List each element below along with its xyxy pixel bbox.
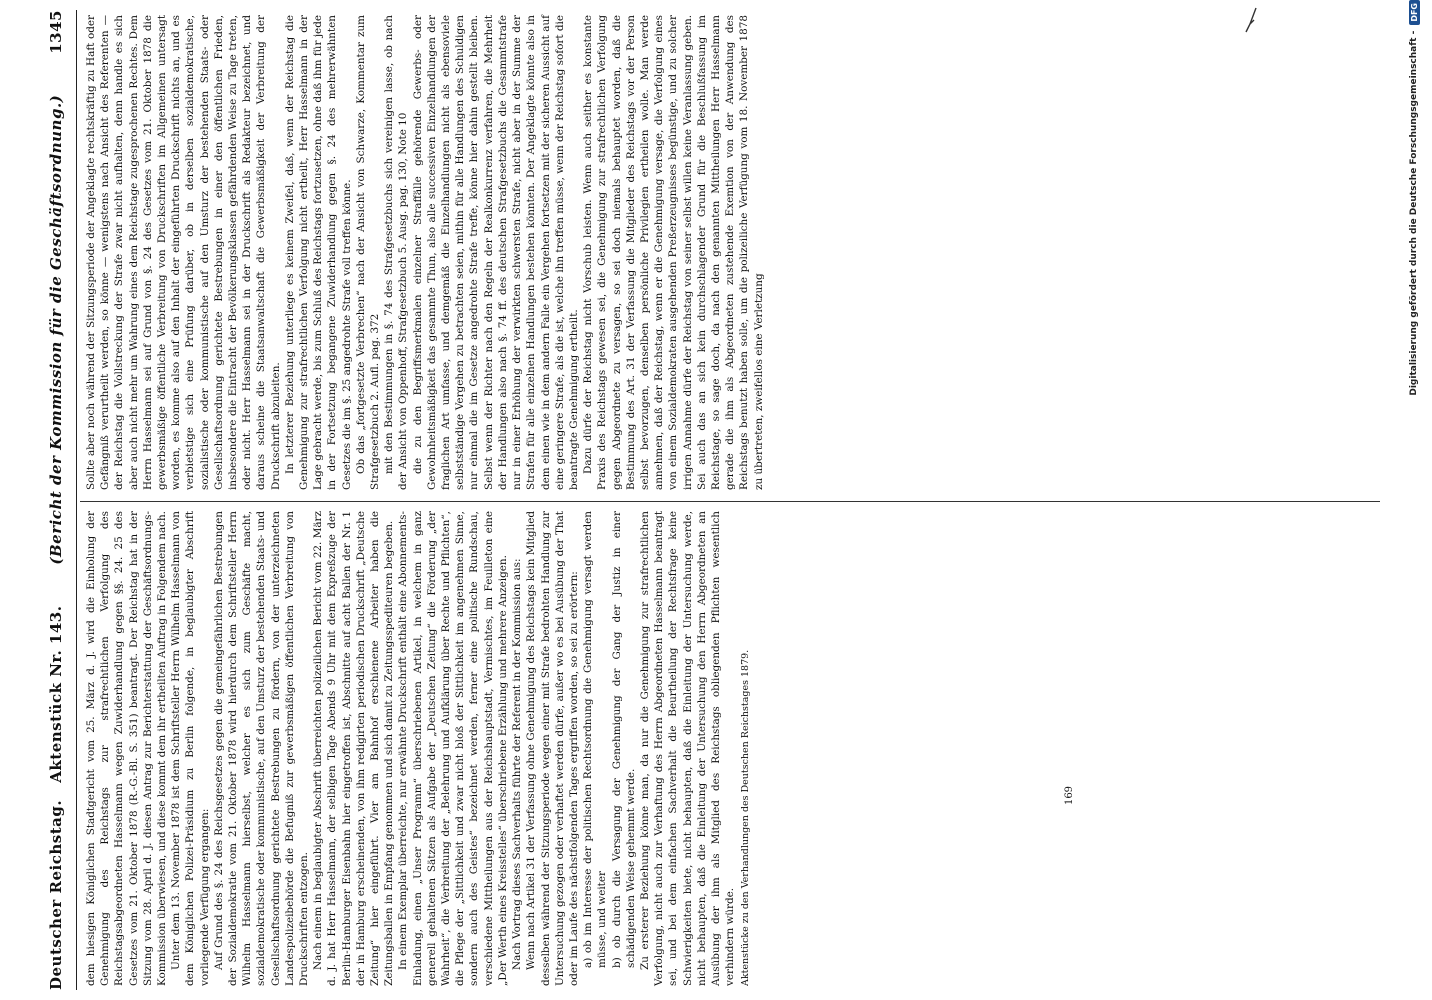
paragraph: In einem Exemplar überreichte, nur erwähnte Druckschrift enthält eine Abonnements-Einladung, einen „Unser Programm“ überschriebenen Artikel, in welchem in ganz generell gehaltenen Sätzen als Aufgabe der „Deutschen Zeitung“ die Förderung „der Wahrheit“, die Verbreitung der „Belehrung und Aufklärung über Rechte und Pflichten“, die Pflege der „Sittlichkeit und zwar nicht bloß der Sittlichkeit im angenehmen Sinne, sondern auch des Geistes“ bezeichnet werden, ferner eine politische Rundschau, verschiedene Mittheilungen aus der Reichshauptstadt, Vermischtes, im Feuilleton eine „Der Werth eines Kreisstelles“ überschriebene Erzählung und mehrere Anzeigen.	[397, 511, 509, 986]
digitization-sidebar	[1402, 0, 1426, 990]
paragraph: Zu ersterer Beziehung könne man, da nur die Genehmigung zur strafrechtlichen Verfolgung, nicht auch zur Verhaftung des Herrn Abgeordneten Hasselmann beantragt sei, und bei dem einfachen Sachverhalt die Beurtheilung der Rechtsfrage keine Schwierigkeiten biete, nicht behaupten, daß die Einleitung der Untersuchung werde, nicht behaupten, daß die Einleitung der Untersuchung den Herrn Abgeordneten an Ausübung der ihm als Mitglied des Reichstags obliegenden Pflichten wesentlich verhindern würde.	[638, 511, 737, 986]
paragraph: Wenn nach Artikel 31 der Verfassung ohne Genehmigung des Reichstags kein Mitglied desselben während der Sitzungsperiode wegen einer mit Strafe bedrohten Handlung zur Untersuchung gezogen oder verhaftet werden dürfe, außer wo es bei Ausübung der That oder im Laufe des nächstfolgenden Tages ergriffen worden, so sei zu erörtern:	[525, 511, 580, 986]
column-divider	[80, 501, 1380, 502]
header-rule	[76, 10, 77, 990]
paragraph: Auf Grund des §. 24 des Reichsgesetzes gegen die gemeingefährlichen Bestrebungen der Sozialdemokratie vom 21. Oktober 1878 wird hierdurch dem Schriftsteller Herrn Wilhelm Hasselmann hierselbst, welcher es sich zum Geschäfte macht, sozialdemokratische oder kommunistische, auf den Umsturz der bestehenden Staats- und Gesellschaftsordnung gerichtete Bestrebungen zu fördern, von der unterzeichneten Landespolizeibehörde die Befugniß zur gewerbsmäßigen öffentlichen Verbreitung von Druckschriften entzogen.	[212, 511, 311, 986]
paragraph: mit den Bestimmungen in §. 74 des Strafgesetzbuchs sich vereinigen lasse, ob nach der Ansicht von Oppenhoff, Strafgesetzbuch 5. Ausg. pag. 130, Note 10	[383, 15, 410, 490]
paragraph: b) ob durch die Versagung der Genehmigung der Gang der Justiz in einer schädigenden Weise gehemmt werde.	[610, 511, 637, 968]
paragraph: Unter dem 13. November 1878 ist dem Schriftsteller Herrn Wilhelm Hasselmann von dem Königlichen Polizei-Präsidium zu Berlin folgende, in beglaubigter Abschrift vorliegende Verfügung ergangen:	[170, 511, 211, 986]
paragraph: Nach einem in beglaubigter Abschrift überreichten polizeilichen Bericht vom 22. März d. J. hat Herr Hasselmann, der selbigen Tage Abends 9 Uhr mit dem Expreßzuge der Berlin-Hamburger Eisenbahn hier eingetroffen ist, Abschnitte auf acht Ballen der Nr. 1 der in Hamburg erscheinenden, von ihm redigirten periodischen Druckschrift „Deutsche Zeitung“ hier eingeführt. Vier am Bahnhof erschienene Arbeiter haben die Zeitungsballen in Empfang genommen und sich damit zu Zeitungsspediteuren begeben.	[312, 511, 396, 986]
paragraph: Nach Vortrag dieses Sachverhalts führte der Referent in der Kommission aus:	[511, 558, 524, 970]
rotated-document-page	[40, 10, 1395, 990]
paragraph: Ob das „fortgesetzte Verbrechen“ nach der Ansicht von Schwarze, Kommentar zum Strafgesetzbuch 2. Aufl. pag. 372	[354, 15, 382, 490]
footer-note: Aktenstücke zu den Verhandlungen des Deutschen Reichstages 1879.	[740, 649, 752, 986]
header-aktenstueck: Aktenstück Nr. 143.	[47, 605, 65, 783]
paragraph: Sollte aber noch während der Sitzungsperiode der Angeklagte rechtskräftig zu Haft oder Gefängniß verurtheilt werden, so könne — wenigstens nach Ansicht des Referenten — der Reichstag die Vollstreckung der Strafe zwar nicht aufhalten, denn handle es sich aber auch nicht mehr um Wahrung eines dem Reichstage zugesprochenen Rechtes. Dem Herrn Hasselmann sei auf Grund von §. 24 des Gesetzes vom 21. Oktober 1878 die gewerbsmäßige öffentliche Verbreitung von Druckschriften im Allgemeinen untersagt worden, es komme also auf den Inhalt der eingeführten Druckschrift nichts an, und es verbietstige sich eine Prüfung darüber, ob in derselben sozialdemokratische, sozialistische oder kommunistische auf den Umsturz der bestehenden Staats- oder Gesellschaftsordnung gerichtete Bestrebungen in einer den öffentlichen Frieden, insbesondere die Eintracht der Bevölkerungsklassen gefährdenden Weise zu Tage treten, oder nicht. Herr Hasselmann sei in der Druckschrift als Redakteur bezeichnet, und daraus scheine die Staatsanwaltschaft die Gewerbsmäßigkeit der Verbreitung der Druckschrift abzuleiten.	[85, 15, 282, 490]
sidebar-text: Digitalisierung gefördert durch die Deutsche Forschungsgemeinschaft -	[1409, 30, 1419, 396]
header-left	[47, 606, 65, 990]
page-header	[40, 10, 72, 990]
left-column	[84, 511, 754, 986]
paragraph: a) ob im Interesse der politischen Rechtsordnung die Genehmigung versagt werden müsse, und weiter	[582, 511, 609, 968]
paragraph: dem hiesigen Königlichen Stadtgericht vom 25. März d. J. wird die Einholung der Genehmigung des Reichstags zur strafrechtlichen Verfolgung des Reichstagsabgeordneten Hasselmann wegen Zuwiderhandlung gegen §§. 24. 25 des Gesetzes vom 21. Oktober 1878 (R.-G.-Bl. S. 351) beantragt. Der Reichstag hat in der Sitzung vom 28. April d. J. diesen Antrag zur Berichterstattung der Geschäftsordnungs-Kommission überwiesen, und diese kommt dem ihr ertheilten Auftrag in Folgendem nach.	[85, 511, 169, 986]
header-title: Deutscher Reichstag.	[47, 799, 65, 990]
header-middle: (Bericht der Kommission für die Geschäftsordnung.)	[47, 94, 65, 565]
paragraph: Dazu dürfe der Reichstag nicht Vorschub leisten. Wenn auch seither es konstante Praxis des Reichstags gewesen sei, die Genehmigung zur strafrechtlichen Verfolgung gegen Abgeordnete zu versagen, so sei doch niemals behauptet worden, daß die Bestimmung des Art. 31 der Verfassung die Mitglieder des Reichstags vor der Person selbst bevorzugen, denselben persönliche Privilegien ertheilen wolle. Man werde annehmen, daß der Reichstag, wenn er die Genehmigung versage, die Verfolgung eines von einem Sozialdemokraten ausgehenden Preßerzeugnisses begünstige, und zu solcher irrigen Annahme dürfe der Reichstag von seiner selbst willen keine Veranlassung geben. Sei auch das an sich kein durchschlagender Grund für die Beschlußfassung im Reichstage, so sage doch, da nach den genannten Mittheilungen Herr Hasselmann gerade die ihm als Abgeordneten zustehende Exemtion von der Anwendung des Reichstags benutzt haben solle, um die polizeiliche Verfügung vom 18. November 1878 zu übertreten, zweifellos eine Verletzung	[582, 15, 765, 490]
right-column	[84, 15, 766, 490]
paragraph: In letzterer Beziehung unterliege es keinem Zweifel, daß, wenn der Reichstag die Genehmigung zur strafrechtlichen Verfolgung nicht ertheilt, Herr Hasselmann in der Lage gebracht werde, bis zum Schluß des Reichstags fortzusetzen, ohne daß ihm für jede in der Fortsetzung begangene Zuwiderhandlung gegen §. 24 des mehrerwähnten Gesetzes die im §. 25 angedrohte Strafe voll treffen könne.	[283, 15, 353, 490]
paragraph: die zu den Begriffsmerkmalen einzelner Straffälle gehörende Gewerbs- oder Gewohnheitsmäßigkeit das gesammte Thun, also alle successiven Einzelhandlungen der fraglichen Art umfasse, und demgemäß die Einzelhandlungen nicht als ebensoviele selbstständige Vergehen zu betrachten seien, mithin für alle Handlungen des Schuldigen nur einmal die im Gesetze angedrohte Strafe treffe, könne hier dahin gestellt bleiben. Selbst wenn der Richter nach den Regeln der Realkonkurrenz verfahren, die Mehrheit der Handlungen also nach §. 74 ff. des deutschen Strafgesetzbuchs die Gesammtstrafe nur in einer Erhöhung der verwirkten schwersten Strafe, nicht aber in der Summe der Strafen für alle einzelnen Handlungen bestehen könnten. Der Angeklagte könnte also in dem einen wie in dem andern Falle ein Vergehen fortsetzen mit der sicheren Aussicht auf eine geringere Strafe, als die ist, welche ihn treffen müsse, wenn der Reichstag sofort die beantragte Genehmigung ertheilt.	[411, 15, 580, 490]
pen-mark-icon	[1236, 6, 1264, 36]
folio-number: 169	[1064, 785, 1076, 806]
page-number: 1345	[47, 10, 65, 54]
dfg-logo: DFG	[1409, 0, 1420, 25]
